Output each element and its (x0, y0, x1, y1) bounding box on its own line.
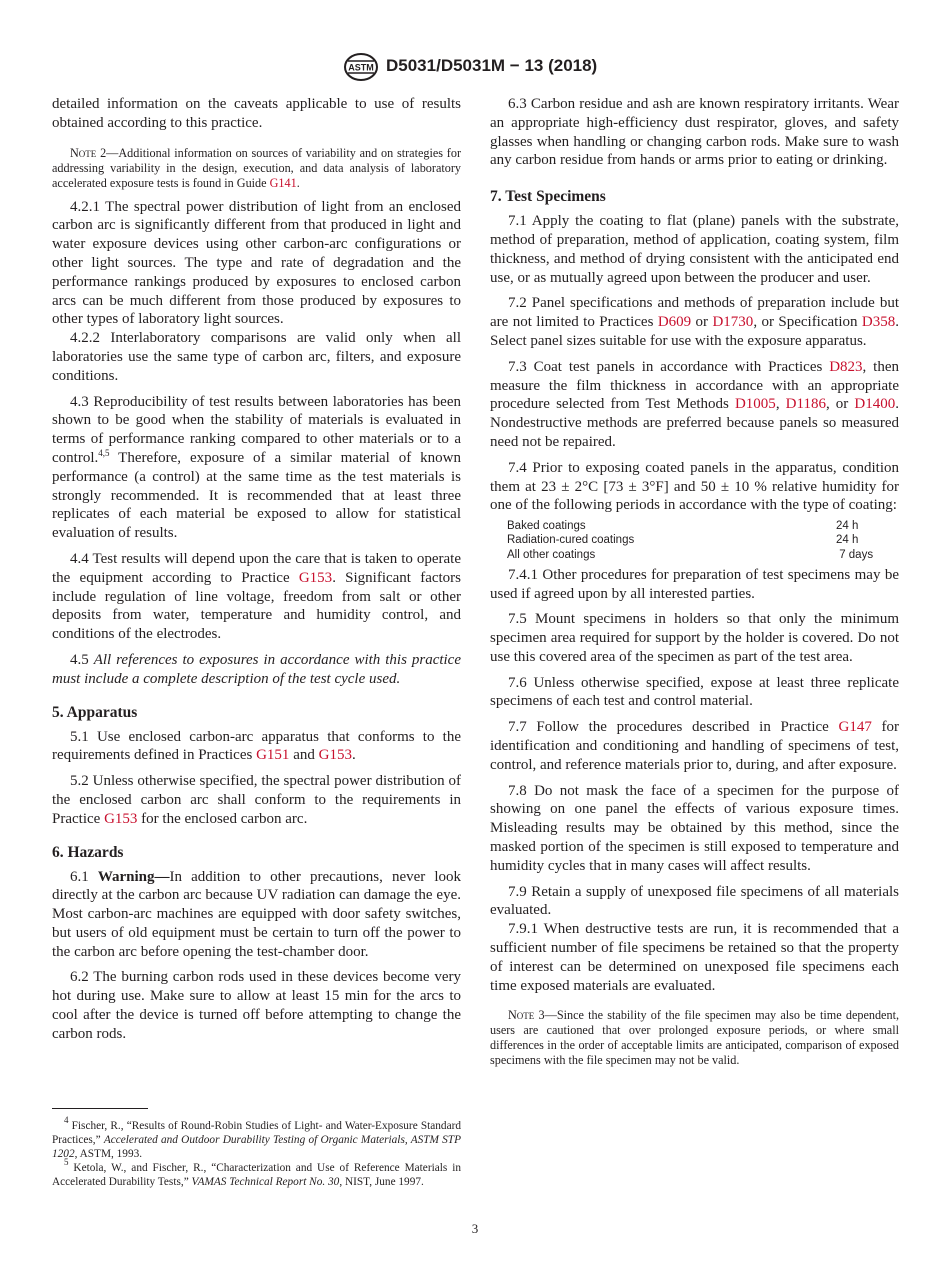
section-5-2-text-2: for the enclosed carbon arc. (137, 810, 308, 827)
section-7-4-1: 7.4.1 Other procedures for preparation of test specimens may be used if agreed upon by all interested parties. (490, 566, 899, 602)
ref-link-d609[interactable]: D609 (657, 314, 692, 331)
section-4-4-text: 4.4 Test results will depend upon the care that is taken to operate the equipment according to Practice (52, 550, 461, 586)
section-7-7-text: 7.7 Follow the procedures described in Practice (508, 719, 839, 736)
note-label: Note (70, 145, 97, 160)
section-7-3-text-2: . Nondestructive methods are preferred because panels so measured need not be repaired. (490, 396, 900, 450)
table-cell-value: 7 days (836, 548, 874, 561)
section-4-2-1: 4.2.1 The spectral power distribution of light from an enclosed carbon arc is significantly different from that produced in light and water exposure devices using other carbon-arc configurations or other light sources. The type and rate of degradation and the performance rankings produced by exposures to enclosed carbon arcs can be much different from those produced by exposures to other types of laboratory light sources. (52, 198, 461, 328)
period: . (351, 747, 356, 764)
footnote-text-end: , ASTM, 1993. (74, 1148, 143, 1161)
section-6-1-text: In addition to other precautions, never look directly at the carbon arc because UV radiation can damage the eye. Most carbon-arc machines are equipped with door safety switches, but users of old equipment must be certain to turn off the power to the carbon arc before opening the test-chamber door. (52, 868, 461, 960)
section-7-7-text-2: for identification and conditioning and handling of specimens of test, control, and reference materials prior to, during, and after exposure. (490, 719, 899, 773)
note-3 (490, 1008, 899, 1068)
section-4-2-2: 4.2.2 Interlaboratory comparisons are valid only when all laboratories use the same type of carbon arc, filters, and exposure conditions. (52, 330, 461, 384)
ref-link-g153[interactable]: G153 (318, 747, 352, 764)
section-7-6: 7.6 Unless otherwise specified, expose at least three replicate specimens of each test and control material. (490, 674, 899, 710)
section-4-4-text-2: . Significant factors include regulation of line voltage, freedom from salt or other deposits from water, temperature and humidity control, and conditions of the electrodes. (52, 569, 462, 643)
conditioning-table (507, 519, 899, 562)
table-cell-value: 24 h (836, 520, 859, 533)
paragraph-continuation: detailed information on the caveats applicable to use of results obtained according to this practice. (52, 96, 461, 131)
ref-link-g147[interactable]: G147 (838, 719, 872, 736)
astm-logo-icon (343, 52, 379, 82)
footnote-5 (52, 1157, 461, 1189)
note-text: 2—Additional information on sources of variability and on strategies for addressing variability in the design, execution, and data analysis of laboratory accelerated exposure tests is found in Guide (52, 145, 461, 190)
section-number: 6.1 (70, 868, 98, 885)
section-5-1 (52, 728, 461, 766)
section-6-1 (52, 868, 461, 962)
section-7-4: 7.4 Prior to exposing coated panels in the apparatus, condition them at 23 ± 2°C [73 ± 3°F] and 50 ± 10 % relative humidity for one of the following periods in accordance with the type of coating: (490, 459, 899, 514)
footnote-text-end: , NIST, June 1997. (339, 1176, 424, 1189)
connector-text: , or Specification (753, 314, 862, 331)
ref-link-d1005[interactable]: D1005 (734, 396, 776, 413)
note-2 (52, 146, 461, 191)
table-cell-label: Radiation-cured coatings (507, 534, 635, 547)
footnote-text: Fischer, R., “Results of Round-Robin Studies of Light- and Water-Exposure Standard Practices,” (52, 1120, 461, 1147)
note-end: . (296, 175, 300, 190)
section-7-8: 7.8 Do not mask the face of a specimen for the purpose of showing on one panel the effects of various exposure times. Misleading results may be obtained by this method, since the masked portion of the specimen is still exposed to temperature and humidity cycles that in many cases will affect results. (490, 782, 899, 874)
ref-link-d358[interactable]: D358 (861, 314, 896, 331)
section-4-3-text: 4.3 Reproducibility of test results between laboratories has been shown to be good when the stability of materials is evaluated in terms of performance ranking compared to other materials or to a control. (52, 393, 461, 466)
section-7-3-text: 7.3 Coat test panels in accordance with Practices (508, 358, 830, 375)
connector-text: , or (825, 396, 855, 413)
astm-logo (343, 52, 379, 87)
note-text: 3—Since the stability of the file specimen may also be time dependent, users are cautioned that over prolonged exposure periods, or where small differences in the order of acceptable limits are anticipated, comparison of exposed specimens with the file specimen may not be valid. (490, 1008, 899, 1068)
heading-apparatus: 5. Apparatus (52, 703, 138, 721)
connector-text: or (691, 314, 713, 331)
section-7-9-1: 7.9.1 When destructive tests are run, it is recommended that a sufficient number of file specimens be retained so that the property of interest can be determined on unexposed file specimens each time exposed materials are evaluated. (490, 921, 899, 994)
section-5-2 (52, 772, 461, 828)
ref-link-d1186[interactable]: D1186 (785, 396, 826, 413)
section-5-2-text: 5.2 Unless otherwise specified, the spectral power distribution of the enclosed carbon arc shall conform to the requirements in Practice (52, 773, 461, 827)
section-4-5 (52, 651, 461, 689)
section-6-3: 6.3 Carbon residue and ash are known respiratory irritants. Wear an appropriate high-efficiency dust respirator, gloves, and safety glasses when handling or changing carbon rods. Make sure to wash any carbon residue from hands or arms prior to eating or drinking. (490, 96, 899, 169)
footnote-title: Accelerated and Outdoor Durability Testing of Organic Materials, ASTM STP 1202 (52, 1134, 461, 1161)
table-cell-label: All other coatings (507, 548, 596, 561)
footnotes (52, 1115, 461, 1189)
table-row (507, 548, 899, 562)
footnote-4 (52, 1115, 461, 1161)
ref-link-g153[interactable]: G153 (298, 569, 333, 586)
page-number: 3 (471, 1221, 479, 1236)
section-7-3 (490, 358, 899, 452)
section-7-1: 7.1 Apply the coating to flat (plane) panels with the substrate, method of preparation, method of application, coating system, film thickness, and method of drying consistent with the anticipated end use, or as mutually agreed upon between the producer and user. (490, 213, 899, 286)
ref-link-d1730[interactable]: D1730 (712, 314, 754, 331)
ref-link-d1400[interactable]: D1400 (854, 396, 896, 413)
footnote-ref[interactable]: 4,5 (98, 447, 110, 458)
connector-text: , (775, 396, 786, 413)
section-number: 4.5 (70, 651, 94, 668)
connector-text: and (289, 747, 319, 764)
table-row (507, 519, 899, 533)
table-cell-label: Baked coatings (507, 520, 586, 533)
heading-hazards: 6. Hazards (52, 843, 124, 861)
heading-test-specimens: 7. Test Specimens (490, 188, 606, 206)
warning-label: Warning— (97, 868, 170, 885)
note-label: Note (508, 1008, 535, 1023)
right-column (490, 95, 899, 1068)
section-7-7 (490, 718, 899, 774)
section-7-9: 7.9 Retain a supply of unexposed file specimens of all materials evaluated. (490, 883, 899, 919)
ref-link-g141[interactable]: G141 (269, 175, 297, 190)
footnote-divider (52, 1108, 148, 1109)
connector-text: , then measure the film thickness in accordance with an appropriate procedure selected from Test Methods (490, 358, 900, 413)
section-7-5: 7.5 Mount specimens in holders so that only the minimum specimen area required for support by the holder is covered. Do not use this covered area of the specimen as part of the test area. (490, 611, 899, 665)
section-6-2: 6.2 The burning carbon rods used in these devices become very hot during use. Make sure to allow at least 15 min for the arcs to cool after the device is turned off before attempting to change the carbon rods. (52, 969, 461, 1042)
document-designation: D5031/D5031M − 13 (2018) (386, 56, 598, 75)
ref-link-d823[interactable]: D823 (829, 358, 863, 375)
table-cell-value: 24 h (836, 534, 859, 547)
footnote-text: Ketola, W., and Fischer, R., “Characterization and Use of Reference Materials in Accelerated Durability Tests,” (52, 1162, 461, 1189)
table-row (507, 533, 899, 547)
page-header (0, 52, 950, 86)
left-column (52, 95, 461, 1044)
section-4-4 (52, 550, 461, 644)
logo-text: ASTM (348, 62, 374, 73)
section-4-3-text-2: Therefore, exposure of a similar material of known performance (a control) at the same time as the test materials is strongly recommended. It is recommended that at least three replicates of each material be exposed to allow for statistical evaluation of results. (52, 449, 461, 542)
section-7-2 (490, 294, 899, 350)
section-5-1-text: 5.1 Use enclosed carbon-arc apparatus that conforms to the requirements defined in Practices (52, 728, 461, 764)
section-7-2-text: 7.2 Panel specifications and methods of preparation include but are not limited to Practices (490, 295, 899, 331)
section-4-5-text: All references to exposures in accordance with this practice must include a complete description of the test cycle used. (52, 651, 461, 687)
footnote-title: VAMAS Technical Report No. 30 (191, 1176, 340, 1189)
ref-link-g151[interactable]: G151 (256, 747, 290, 764)
section-7-2-text-2: . Select panel sizes suitable for use with the exposure apparatus. (490, 314, 900, 349)
footnote-number: 5 (64, 1157, 69, 1168)
ref-link-g153[interactable]: G153 (104, 810, 138, 827)
footnote-number: 4 (64, 1115, 69, 1125)
section-4-3 (52, 393, 461, 543)
